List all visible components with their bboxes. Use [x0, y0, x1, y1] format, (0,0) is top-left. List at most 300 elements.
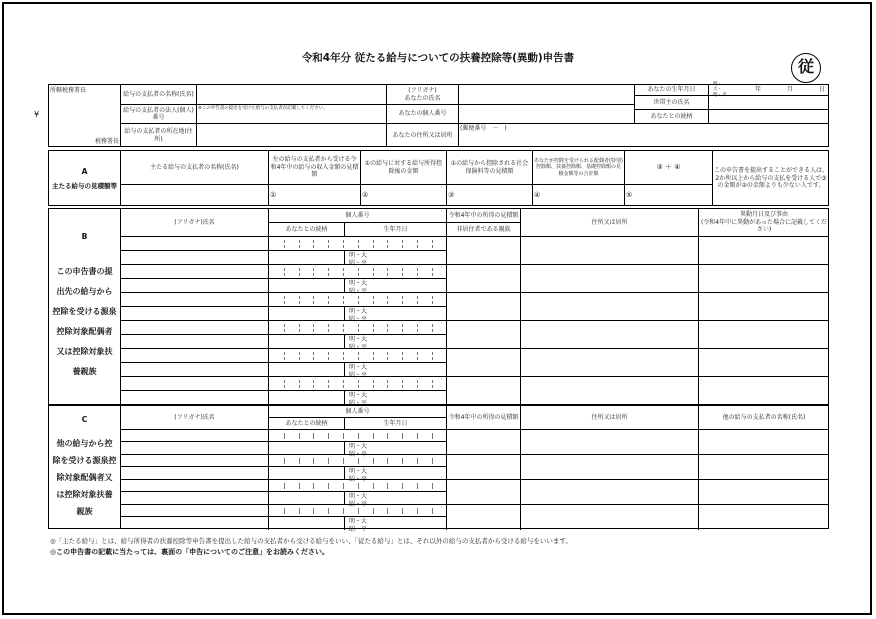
digit-divider: [284, 324, 285, 332]
digit-divider: [373, 240, 374, 248]
a-col1-header: 主たる給与の支払者の名称(氏名): [121, 151, 269, 185]
your-indiv-no-field[interactable]: [459, 105, 635, 124]
address-field[interactable]: [521, 349, 699, 377]
indiv-no-field[interactable]: [269, 349, 447, 363]
digit-divider: [328, 324, 329, 332]
digit-divider: [313, 268, 314, 276]
payer-corp-no-note: ※この申告書の提出を受けた給与の支払者が記載してください。: [198, 106, 328, 111]
digit-divider: [373, 324, 374, 332]
digit-divider: [417, 240, 418, 248]
payer-name-label: 給与の支払者の名称(氏名): [121, 85, 197, 105]
digit-divider: [299, 508, 300, 514]
income-field[interactable]: [447, 321, 521, 349]
section-c: [48, 405, 829, 533]
b-birth-header: 生年月日: [345, 223, 447, 237]
other-payer-field[interactable]: [699, 455, 829, 480]
digit-divider: [387, 458, 388, 464]
a-marker-1: ①: [270, 191, 277, 200]
era-bottom: 昭・平: [349, 500, 368, 508]
section-b-letter: B: [81, 232, 88, 242]
tax-office-bottom: 税務署長: [49, 136, 121, 147]
relation-field[interactable]: [269, 467, 345, 480]
name-field[interactable]: [121, 442, 269, 455]
indiv-no-field[interactable]: [269, 237, 447, 251]
era-top: 明・大: [349, 280, 368, 287]
digit-divider: [417, 483, 418, 489]
digit-divider: [358, 508, 359, 514]
indiv-no-field[interactable]: [269, 505, 447, 517]
address-field[interactable]: [521, 237, 699, 265]
digit-divider: [432, 352, 433, 360]
birth-field[interactable]: [345, 279, 447, 293]
birth-field[interactable]: [345, 442, 447, 458]
digit-divider: [299, 433, 300, 439]
digit-divider: [299, 483, 300, 489]
a-marker-3: ③: [448, 191, 455, 200]
birth-field[interactable]: [345, 391, 447, 405]
digit-divider: [373, 433, 374, 439]
digit-divider: [284, 352, 285, 360]
digit-divider: [299, 240, 300, 248]
b-nonres-header: 非居住者である親族: [447, 223, 521, 237]
name-field[interactable]: [121, 363, 269, 377]
era-bottom: 昭・平: [349, 287, 368, 295]
furigana-field[interactable]: [121, 237, 269, 251]
section-a-title: 主たる給与の見積額等: [52, 182, 117, 191]
digit-divider: [358, 458, 359, 464]
birth-field[interactable]: [709, 81, 829, 98]
digit-divider: [284, 483, 285, 489]
name-field[interactable]: [121, 492, 269, 505]
income-field[interactable]: [447, 377, 521, 405]
digit-divider: [358, 483, 359, 489]
digit-divider: [313, 433, 314, 439]
digit-divider: [432, 324, 433, 332]
digit-divider: [343, 508, 344, 514]
address-field[interactable]: [521, 505, 699, 530]
payer-name-field[interactable]: [197, 85, 387, 105]
digit-divider: [343, 324, 344, 332]
furigana-field[interactable]: [121, 321, 269, 335]
furigana-field[interactable]: [121, 455, 269, 467]
relation-field[interactable]: [269, 251, 345, 265]
digit-divider: [328, 240, 329, 248]
digit-divider: [417, 380, 418, 388]
address-field[interactable]: [521, 455, 699, 480]
c-address-header: 住所又は居所: [521, 406, 699, 430]
digit-divider: [417, 268, 418, 276]
digit-divider: [299, 352, 300, 360]
digit-divider: [358, 433, 359, 439]
furigana-field[interactable]: [121, 377, 269, 391]
digit-divider: [432, 380, 433, 388]
furigana-field[interactable]: [121, 480, 269, 492]
digit-divider: [387, 324, 388, 332]
digit-divider: [328, 433, 329, 439]
era-top: 明・大: [349, 308, 368, 315]
digit-divider: [432, 268, 433, 276]
digit-divider: [402, 433, 403, 439]
section-b: [48, 208, 829, 405]
a-col5-header: あなたが控除を受けられる配偶者(特別)控除額、扶養控除額、基礎控除額の見積金額等の合計額: [533, 151, 625, 185]
section-c-letter: C: [81, 415, 88, 425]
a-col4-field[interactable]: [447, 185, 533, 206]
furigana-field[interactable]: [121, 349, 269, 363]
section-a-letter: A: [81, 166, 88, 176]
name-field[interactable]: [121, 467, 269, 480]
section-c-title: [53, 435, 117, 520]
c-title-line: 除対象配偶者又: [56, 472, 113, 482]
digit-divider: [373, 483, 374, 489]
era-bottom: 昭・平: [349, 525, 368, 533]
digit-divider: [313, 324, 314, 332]
c-title-line: 他の給与から控: [56, 438, 113, 448]
digit-divider: [284, 296, 285, 304]
digit-divider: [402, 458, 403, 464]
digit-divider: [373, 296, 374, 304]
income-field[interactable]: [447, 480, 521, 505]
change-field[interactable]: [699, 377, 829, 405]
digit-divider: [343, 352, 344, 360]
name-field[interactable]: [121, 307, 269, 321]
your-name-field[interactable]: [459, 85, 635, 105]
income-field[interactable]: [447, 349, 521, 377]
birth-field[interactable]: [345, 251, 447, 265]
digit-divider: [343, 380, 344, 388]
digit-divider: [328, 352, 329, 360]
b-change-title: 異動月日及び事由: [739, 211, 788, 219]
digit-divider: [417, 296, 418, 304]
digit-divider: [313, 240, 314, 248]
furigana-label: (フリガナ): [408, 87, 437, 94]
digit-divider: [402, 352, 403, 360]
income-field[interactable]: [447, 430, 521, 455]
digit-divider: [373, 352, 374, 360]
digit-divider: [284, 240, 285, 248]
a-col2-header: 左の給与の支払者から受ける令和4年中の給与の収入金額の見積額: [269, 151, 361, 185]
section-c-label: [49, 406, 121, 529]
payer-corp-no-label: 給与の支払者の法人(個人)番号: [121, 105, 197, 124]
b-title-line: 出先の給与から: [56, 286, 113, 296]
b-change-header: [699, 209, 829, 237]
birth-field[interactable]: [345, 467, 447, 483]
income-field[interactable]: [447, 237, 521, 265]
a-marker-2: ②: [362, 191, 369, 200]
digit-divider: [387, 433, 388, 439]
digit-divider: [387, 352, 388, 360]
payer-address-field[interactable]: [197, 124, 387, 147]
a-col6-field[interactable]: [625, 185, 713, 206]
relation-field[interactable]: [269, 442, 345, 455]
footer-note-2: ◎この申告書の記載に当たっては、裏面の「申告についてのご注意」をお読みください。: [50, 548, 329, 556]
b-title-line: 又は控除対象扶: [56, 346, 113, 356]
digit-divider: [343, 458, 344, 464]
name-field[interactable]: [121, 517, 269, 530]
digit-divider: [387, 268, 388, 276]
birth-field[interactable]: [345, 492, 447, 508]
digit-divider: [328, 483, 329, 489]
digit-divider: [402, 296, 403, 304]
birth-field[interactable]: [345, 363, 447, 377]
digit-divider: [313, 296, 314, 304]
era-top: 明・大: [349, 392, 368, 399]
change-field[interactable]: [699, 265, 829, 293]
a-col3-field[interactable]: [361, 185, 447, 206]
digit-divider: [417, 458, 418, 464]
digit-divider: [358, 240, 359, 248]
digit-divider: [417, 508, 418, 514]
era-top: 明・大: [349, 336, 368, 343]
a-marker-5: ⑤: [626, 191, 633, 200]
b-relation-header: あなたとの続柄: [269, 223, 345, 237]
c-otherpayer-header: 他の給与の支払者の名称(氏名): [699, 406, 829, 430]
era-bottom: 昭・平: [349, 315, 368, 323]
income-field[interactable]: [447, 293, 521, 321]
c-title-line: 除を受ける源泉控: [52, 455, 117, 465]
digit-divider: [402, 240, 403, 248]
name-field[interactable]: [121, 391, 269, 405]
footer-note-1: ◎「主たる給与」とは、給与所得者の扶養控除等申告書を提出した給与の支払者から受ける給与をいい、「従たる給与」とは、それ以外の給与の支払者から受ける給与をいいます。: [50, 537, 572, 545]
era-bottom: 昭・平: [349, 399, 368, 407]
relation-field[interactable]: [709, 110, 829, 124]
change-field[interactable]: [699, 349, 829, 377]
digit-divider: [328, 458, 329, 464]
digit-divider: [402, 380, 403, 388]
relation-label: あなたとの続柄: [635, 110, 709, 124]
era-top: 明・大: [349, 364, 368, 371]
income-field[interactable]: [447, 265, 521, 293]
b-name-header: (フリガナ)氏名: [121, 209, 269, 237]
address-field[interactable]: [521, 265, 699, 293]
b-income-header: 令和4年中の所得の見積額: [447, 209, 521, 223]
indiv-no-field[interactable]: [269, 430, 447, 442]
a-col1-field[interactable]: [121, 185, 269, 206]
address-field[interactable]: [521, 480, 699, 505]
b-title-line: この申告書の提: [56, 266, 113, 276]
relation-field[interactable]: [269, 517, 345, 530]
digit-divider: [432, 458, 433, 464]
postal-label: (郵便番号 － ): [460, 125, 507, 132]
era-top: 明・大: [349, 493, 368, 500]
relation-field[interactable]: [269, 335, 345, 349]
your-indiv-no-label: あなたの個人番号: [387, 105, 459, 124]
indiv-no-field[interactable]: [269, 377, 447, 391]
a-marker-4: ④: [534, 191, 541, 200]
relation-field[interactable]: [269, 307, 345, 321]
digit-divider: [373, 380, 374, 388]
form-badge: 従: [791, 53, 821, 83]
tax-office-label: 所轄税務署長: [49, 85, 121, 96]
digit-divider: [299, 324, 300, 332]
digit-divider: [299, 380, 300, 388]
digit-divider: [432, 508, 433, 514]
digit-divider: [358, 268, 359, 276]
name-field[interactable]: [121, 251, 269, 265]
other-payer-field[interactable]: [699, 505, 829, 530]
header-block: [48, 81, 829, 147]
digit-divider: [313, 483, 314, 489]
digit-divider: [328, 296, 329, 304]
section-a: [48, 150, 829, 206]
digit-divider: [299, 296, 300, 304]
address-field[interactable]: [521, 293, 699, 321]
c-title-line: 親族: [76, 506, 93, 516]
your-address-label: あなたの住所又は居所: [387, 124, 459, 147]
b-change-note: (令和4年中に異動があった場合に記載してください): [700, 218, 828, 234]
digit-divider: [358, 296, 359, 304]
era-label: [349, 518, 367, 534]
other-payer-field[interactable]: [699, 480, 829, 505]
digit-divider: [343, 240, 344, 248]
digit-divider: [358, 380, 359, 388]
digit-divider: [358, 352, 359, 360]
birth-field[interactable]: [345, 307, 447, 321]
birth-label: あなたの生年月日: [635, 85, 709, 96]
digit-divider: [284, 380, 285, 388]
digit-divider: [358, 324, 359, 332]
other-payer-field[interactable]: [699, 430, 829, 455]
payer-address-label: 給与の支払者の所在地(住所): [121, 124, 197, 147]
section-b-title: [53, 262, 117, 382]
digit-divider: [402, 324, 403, 332]
digit-divider: [284, 508, 285, 514]
b-address-header: 住所又は居所: [521, 209, 699, 237]
digit-divider: [328, 380, 329, 388]
digit-divider: [313, 458, 314, 464]
digit-divider: [313, 352, 314, 360]
digit-divider: [432, 433, 433, 439]
era-bottom: 昭・平: [349, 343, 368, 351]
relation-field[interactable]: [269, 279, 345, 293]
digit-divider: [299, 458, 300, 464]
b-title-line: 控除対象配偶者: [56, 326, 113, 336]
c-title-line: は控除対象扶養: [56, 489, 113, 499]
address-field[interactable]: [521, 377, 699, 405]
change-field[interactable]: [699, 237, 829, 265]
digit-divider: [387, 483, 388, 489]
address-field[interactable]: [521, 430, 699, 455]
furigana-field[interactable]: [121, 505, 269, 517]
birth-field[interactable]: [345, 517, 447, 533]
a-col3-header: ①の給与に対する給与所得控除後の金額: [361, 151, 447, 185]
era-bottom: 昭・平: [349, 475, 368, 483]
birth-year: 年: [754, 86, 761, 94]
c-income-header: 令和4年中の所得の見積額: [447, 406, 521, 430]
c-birth-header: 生年月日: [345, 418, 447, 430]
yen-mark: ¥: [34, 110, 40, 119]
a-col6-header: ③ ＋ ④: [625, 151, 713, 185]
digit-divider: [402, 508, 403, 514]
your-address-field[interactable]: [459, 124, 829, 147]
c-indiv-header: 個人番号: [269, 406, 447, 418]
digit-divider: [284, 268, 285, 276]
digit-divider: [343, 268, 344, 276]
digit-divider: [328, 268, 329, 276]
name-field[interactable]: [121, 279, 269, 293]
digit-divider: [313, 508, 314, 514]
householder-field[interactable]: [709, 96, 829, 110]
indiv-no-field[interactable]: [269, 321, 447, 335]
householder-label: 世帯主の氏名: [635, 96, 709, 110]
indiv-no-field[interactable]: [269, 455, 447, 467]
era-top: 明・大: [349, 443, 368, 450]
digit-divider: [387, 240, 388, 248]
digit-divider: [402, 268, 403, 276]
your-name-label: [387, 85, 459, 105]
c-relation-header: あなたとの続柄: [269, 418, 345, 430]
digit-divider: [284, 433, 285, 439]
era-top: 明・大: [349, 468, 368, 475]
indiv-no-field[interactable]: [269, 293, 447, 307]
furigana-field[interactable]: [121, 293, 269, 307]
change-field[interactable]: [699, 321, 829, 349]
a-note: この申告書を提出することができる人は、2か所以上から給与の支払を受ける人で③の金額が②の金額よりも少ない人です。: [714, 167, 829, 190]
birth-era: 明・大・昭・平: [713, 81, 727, 98]
section-a-label: [49, 151, 121, 206]
era-top: 明・大: [349, 252, 368, 259]
digit-divider: [343, 483, 344, 489]
digit-divider: [284, 458, 285, 464]
relation-field[interactable]: [269, 492, 345, 505]
digit-divider: [373, 458, 374, 464]
relation-field[interactable]: [269, 391, 345, 405]
digit-divider: [402, 483, 403, 489]
payer-corp-no-field[interactable]: [197, 105, 387, 124]
address-field[interactable]: [521, 321, 699, 349]
era-bottom: 昭・平: [349, 259, 368, 267]
a-col4-header: ①の給与から控除される社会保険料等の見積額: [447, 151, 533, 185]
a-col2-field[interactable]: [269, 185, 361, 206]
digit-divider: [432, 483, 433, 489]
digit-divider: [417, 433, 418, 439]
era-bottom: 昭・平: [349, 450, 368, 458]
b-title-line: 控除を受ける源泉: [52, 306, 117, 316]
digit-divider: [373, 508, 374, 514]
form-title: 令和4年分 従たる給与についての扶養控除等(異動)申告書: [301, 52, 575, 64]
a-col5-field[interactable]: [533, 185, 625, 206]
furigana-field[interactable]: [121, 265, 269, 279]
relation-field[interactable]: [269, 363, 345, 377]
digit-divider: [432, 296, 433, 304]
change-field[interactable]: [699, 293, 829, 321]
birth-day: 日: [818, 86, 825, 94]
name-field[interactable]: [121, 335, 269, 349]
digit-divider: [328, 508, 329, 514]
b-title-line: 養親族: [72, 366, 97, 376]
digit-divider: [299, 268, 300, 276]
digit-divider: [432, 240, 433, 248]
digit-divider: [387, 380, 388, 388]
birth-month: 月: [786, 86, 793, 94]
furigana-field[interactable]: [121, 430, 269, 442]
digit-divider: [417, 324, 418, 332]
digit-divider: [387, 296, 388, 304]
era-bottom: 昭・平: [349, 371, 368, 379]
income-field[interactable]: [447, 505, 521, 530]
digit-divider: [417, 352, 418, 360]
digit-divider: [387, 508, 388, 514]
digit-divider: [343, 296, 344, 304]
income-field[interactable]: [447, 455, 521, 480]
digit-divider: [373, 268, 374, 276]
tax-office-field[interactable]: [49, 96, 121, 136]
b-indiv-header: 個人番号: [269, 209, 447, 223]
c-name-header: (フリガナ)氏名: [121, 406, 269, 430]
birth-field[interactable]: [345, 335, 447, 349]
indiv-no-field[interactable]: [269, 265, 447, 279]
digit-divider: [313, 380, 314, 388]
indiv-no-field[interactable]: [269, 480, 447, 492]
